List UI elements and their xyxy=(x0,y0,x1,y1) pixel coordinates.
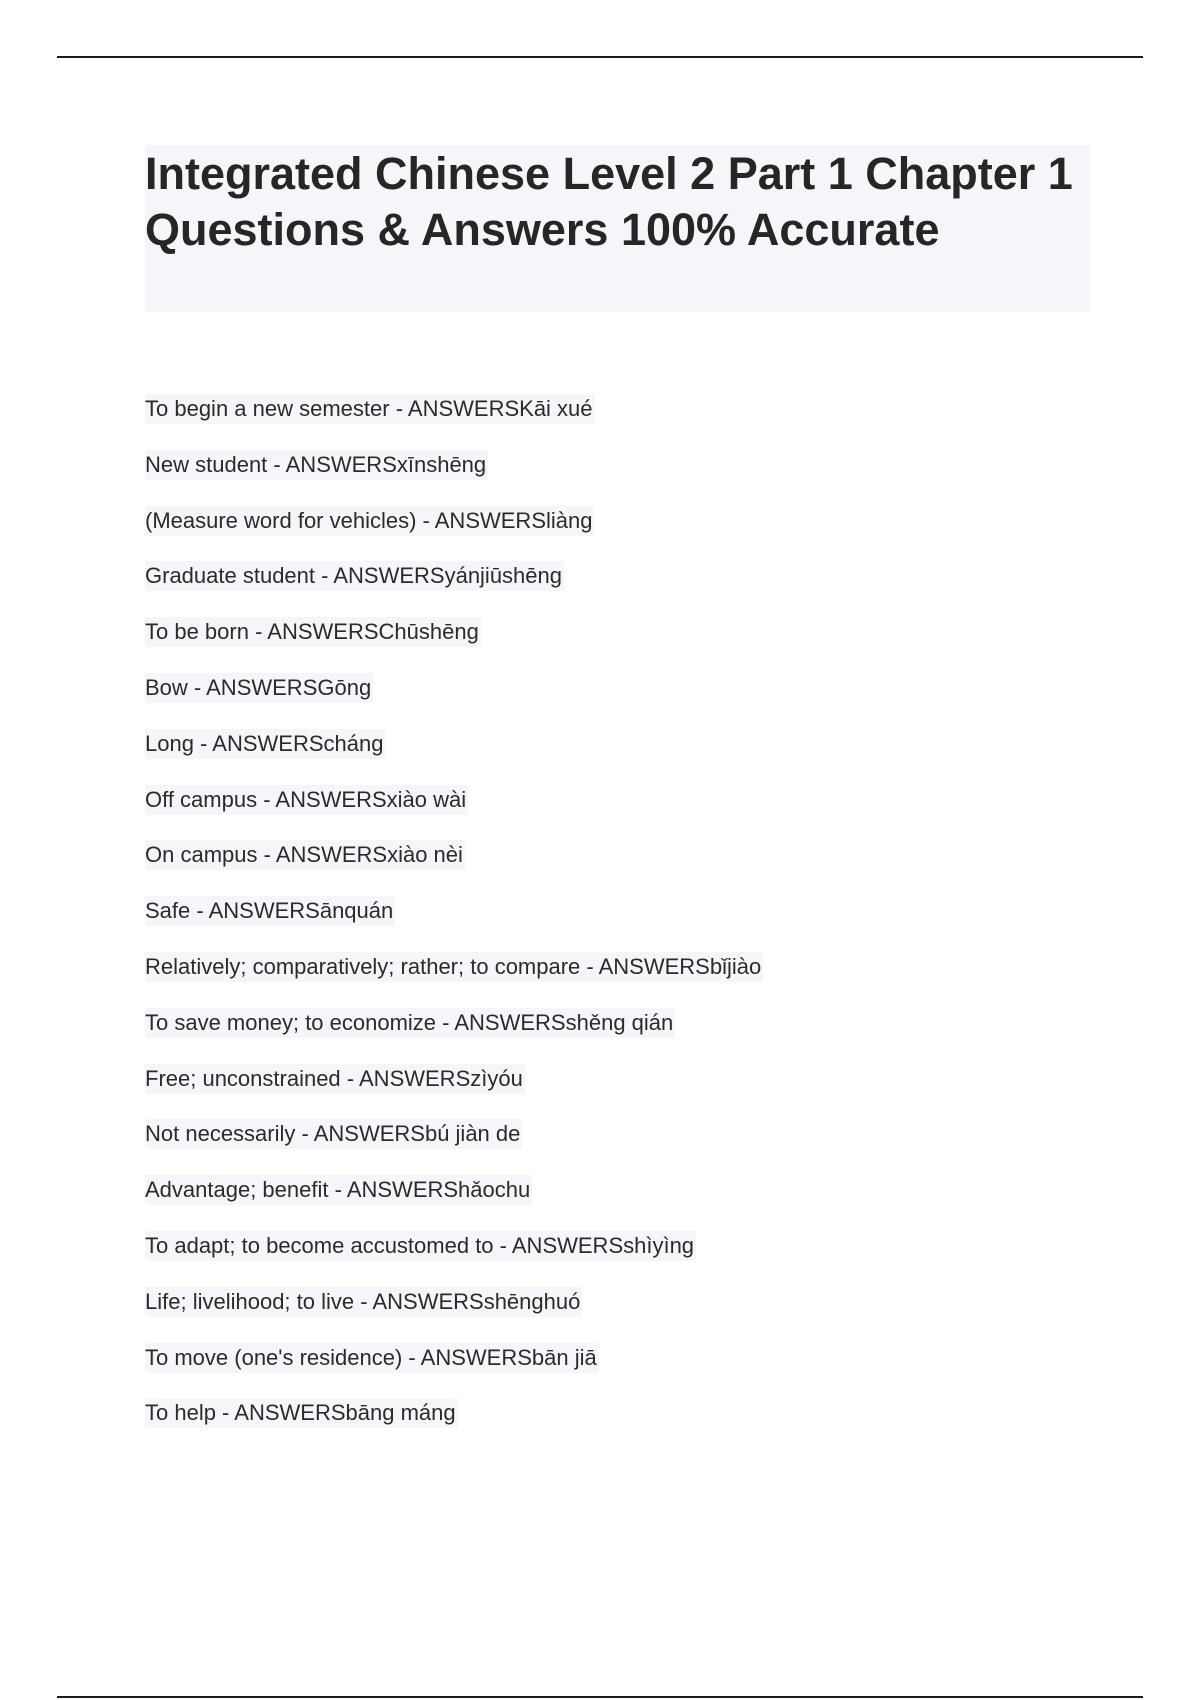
qa-item-text: To be born - ANSWERSChūshēng xyxy=(145,617,481,647)
qa-item xyxy=(145,1008,763,1064)
qa-item-text: To save money; to economize - ANSWERSshěng qián xyxy=(145,1008,675,1038)
qa-item-text: New student - ANSWERSxīnshēng xyxy=(145,450,488,480)
qa-item-text: To move (one's residence) - ANSWERSbān jiā xyxy=(145,1343,599,1373)
qa-item-text: To help - ANSWERSbāng máng xyxy=(145,1398,458,1428)
qa-item xyxy=(145,896,763,952)
qa-item-text: Free; unconstrained - ANSWERSzìyóu xyxy=(145,1064,525,1094)
qa-item xyxy=(145,1231,763,1287)
qa-list xyxy=(145,394,763,1454)
qa-item xyxy=(145,617,763,673)
qa-item-text: Long - ANSWERScháng xyxy=(145,729,385,759)
qa-item-text: Safe - ANSWERSānquán xyxy=(145,896,395,926)
qa-item-text: Advantage; benefit - ANSWERShǎochu xyxy=(145,1175,532,1205)
qa-item xyxy=(145,561,763,617)
qa-item-text: Bow - ANSWERSGōng xyxy=(145,673,373,703)
qa-item-text: Off campus - ANSWERSxiào wài xyxy=(145,785,468,815)
qa-item xyxy=(145,450,763,506)
qa-item xyxy=(145,1119,763,1175)
qa-item-text: Life; livelihood; to live - ANSWERSshēnghuó xyxy=(145,1287,582,1317)
document-title: Integrated Chinese Level 2 Part 1 Chapter 1 Questions & Answers 100% Accurate xyxy=(145,148,1073,255)
qa-item xyxy=(145,1398,763,1454)
qa-item-text: Relatively; comparatively; rather; to compare - ANSWERSbǐjiào xyxy=(145,952,763,982)
qa-item-text: On campus - ANSWERSxiào nèi xyxy=(145,840,465,870)
qa-item-text: (Measure word for vehicles) - ANSWERSliàng xyxy=(145,506,594,536)
qa-item xyxy=(145,1064,763,1120)
qa-item xyxy=(145,840,763,896)
bottom-divider xyxy=(57,1696,1143,1698)
qa-item-text: Not necessarily - ANSWERSbú jiàn de xyxy=(145,1119,522,1149)
qa-item xyxy=(145,952,763,1008)
qa-item xyxy=(145,673,763,729)
qa-item xyxy=(145,785,763,841)
qa-item xyxy=(145,506,763,562)
qa-item xyxy=(145,729,763,785)
top-divider xyxy=(57,56,1143,58)
qa-item-text: To begin a new semester - ANSWERSKāi xué xyxy=(145,394,595,424)
qa-item xyxy=(145,394,763,450)
qa-item xyxy=(145,1175,763,1231)
qa-item-text: To adapt; to become accustomed to - ANSWERSshìyìng xyxy=(145,1231,696,1261)
qa-item xyxy=(145,1287,763,1343)
qa-item-text: Graduate student - ANSWERSyánjiūshēng xyxy=(145,561,564,591)
qa-item xyxy=(145,1343,763,1399)
